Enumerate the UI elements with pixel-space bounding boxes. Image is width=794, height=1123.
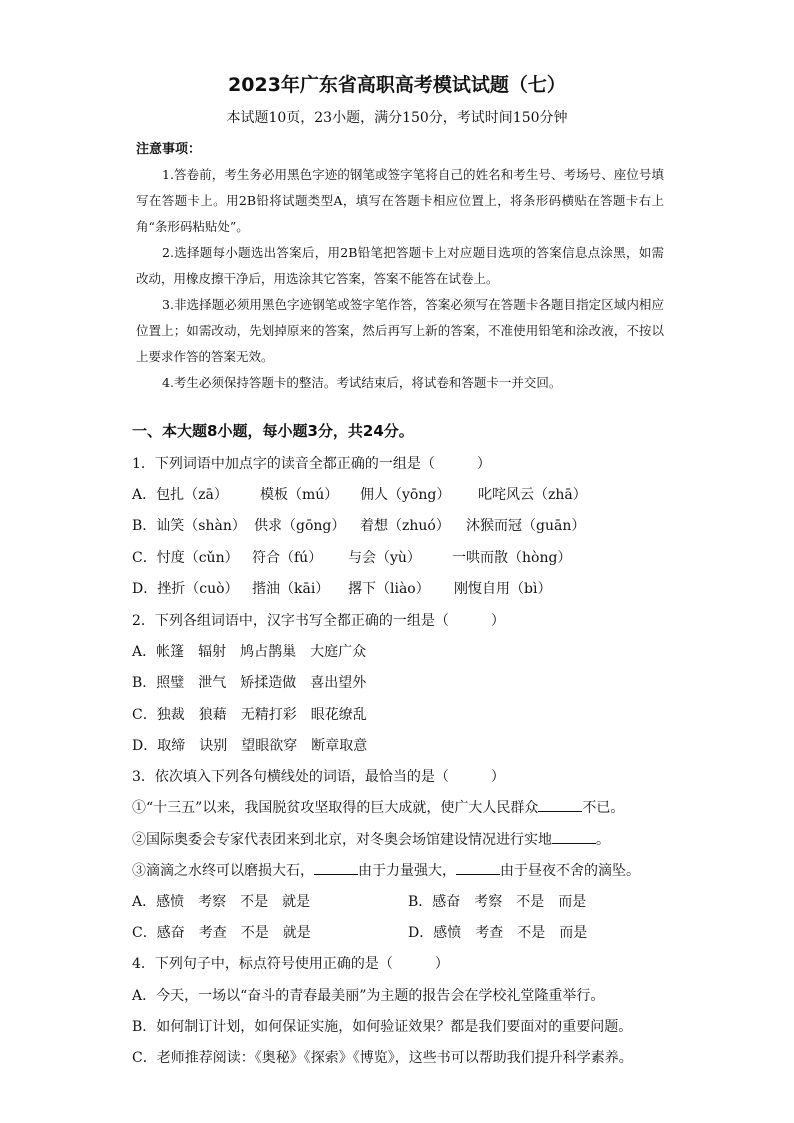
notes-block	[136, 162, 664, 396]
q1-a-word: 模板（mú）	[260, 487, 339, 503]
q3-sentence-3	[132, 860, 640, 880]
q1-c-word: C．忖度（cǔn）	[132, 550, 239, 566]
q3-sentence-2	[132, 829, 610, 849]
note-item: 3.非选择题必须用黑色字迹钢笔或签字笔作答，答案必须写在答题卡各题目指定区域内相应位置上；如需改动，先划掉原来的答案，然后再写上新的答案，不准使用铅笔和涂改液，不按以上要求作答的答案无效。	[136, 297, 664, 364]
q1-d-word: D．挫折（cuò）	[132, 581, 239, 597]
q1-b-word: 沐猴而冠（guān）	[466, 518, 586, 534]
q3-stem: 3．依次填入下列各句横线处的词语，最恰当的是（ ）	[132, 769, 505, 785]
note-item: 4.考生必须保持答题卡的整洁。考试结束后，将试卷和答题卡一并交回。	[162, 375, 562, 390]
q3-s1-text: ①“十三五”以来，我国脱贫攻坚取得的巨大成就，使广大人民群众	[132, 800, 539, 816]
q1-c-word: 符合（fú）	[252, 550, 323, 566]
note-item: 2.选择题每小题选出答案后，用2B铅笔把答题卡上对应题目选项的答案信息点涂黑，如需改动，用橡皮擦干净后，用选涂其它答案，答案不能答在试卷上。	[136, 245, 664, 286]
q3-option-a: A．感愤 考察 不是 就是	[132, 894, 311, 910]
q3-s3-text: 由于力量强大，	[358, 863, 456, 879]
q1-a-word: 佣人（yōng）	[360, 487, 451, 503]
q2-option-b: B．照璧 泄气 矫揉造做 喜出望外	[132, 675, 367, 691]
q2-stem: 2．下列各组词语中，汉字书写全都正确的一组是（ ）	[132, 613, 505, 629]
q1-a-word: A．包扎（zā）	[132, 487, 228, 503]
q1-b-word: 供求（gōng）	[254, 518, 346, 534]
q1-option-b	[132, 515, 585, 535]
q3-sentence-1	[132, 797, 624, 817]
q1-d-word: 揩油（kāi）	[252, 581, 330, 597]
q1-option-a	[132, 484, 587, 504]
q3-s2-text: ②国际奥委会专家代表团来到北京，对冬奥会场馆建设情况进行实地	[132, 832, 552, 848]
q1-c-word: 一哄而散（hòng）	[452, 550, 572, 566]
q4-option-b: B．如何制订计划，如何保证实施，如何验证效果？都是我们要面对的重要问题。	[132, 1019, 633, 1035]
q3-option-c: C．感奋 考查 不是 就是	[132, 925, 311, 941]
q3-option-b: B．感奋 考察 不是 而是	[408, 894, 587, 910]
q3-s1-text: 不已。	[582, 800, 625, 816]
q3-s3-text: ③滴滴之水终可以磨损大石，	[132, 863, 314, 879]
q1-d-word: 刚愎自用（bì）	[454, 581, 552, 597]
section-heading: 一、本大题8小题，每小题3分，共24分。	[132, 422, 414, 440]
q1-d-word: 撂下（liào）	[348, 581, 430, 597]
page-subtitle: 本试题10页，23小题，满分150分，考试时间150分钟	[226, 110, 568, 126]
q3-blank	[552, 831, 596, 844]
q1-b-word: 着想（zhuó）	[360, 518, 450, 534]
q2-option-d: D．取缔 诀别 望眼欲穿 断章取意	[132, 738, 368, 754]
note-item: 1.答卷前，考生务必用黑色字迹的钢笔或签字笔将自己的姓名和考生号、考场号、座位号填写在答题卡上。用2B铅将试题类型A，填写在答题卡相应位置上，将条形码横贴在答题卡右上角“条形码粘贴处”。	[136, 167, 664, 234]
notes-heading: 注意事项：	[136, 142, 202, 157]
q1-stem: 1．下列词语中加点字的读音全都正确的一组是（ ）	[132, 456, 491, 472]
q3-blank	[538, 799, 582, 812]
q4-option-a: A．今天，一场以“奋斗的青春最美丽”为主题的报告会在学校礼堂隆重举行。	[132, 988, 605, 1004]
q3-option-d: D．感愤 考查 不是 而是	[408, 925, 588, 941]
q3-s3-text: 由于昼夜不舍的滴坠。	[500, 863, 640, 879]
q3-blank	[456, 862, 500, 875]
q1-c-word: 与会（yù）	[348, 550, 421, 566]
q1-a-word: 叱咤风云（zhā）	[478, 487, 587, 503]
q1-option-c	[132, 547, 571, 567]
q2-option-c: C．独裁 狼藉 无精打彩 眼花缭乱	[132, 707, 367, 723]
q3-s2-text: 。	[596, 832, 610, 848]
q2-option-a: A．帐篷 辐射 鸠占鹊巢 大庭广众	[132, 644, 367, 660]
q4-option-c: C．老师推荐阅读：《奥秘》《探索》《博览》，这些书可以帮助我们提升科学素养。	[132, 1050, 633, 1066]
q4-stem: 4．下列句子中，标点符号使用正确的是（ ）	[132, 956, 449, 972]
page-title: 2023年广东省高职高考模试试题（七）	[228, 74, 566, 96]
q3-blank	[314, 862, 358, 875]
q1-option-d	[132, 578, 551, 598]
q1-b-word: B．讪笑（shàn）	[132, 518, 246, 534]
